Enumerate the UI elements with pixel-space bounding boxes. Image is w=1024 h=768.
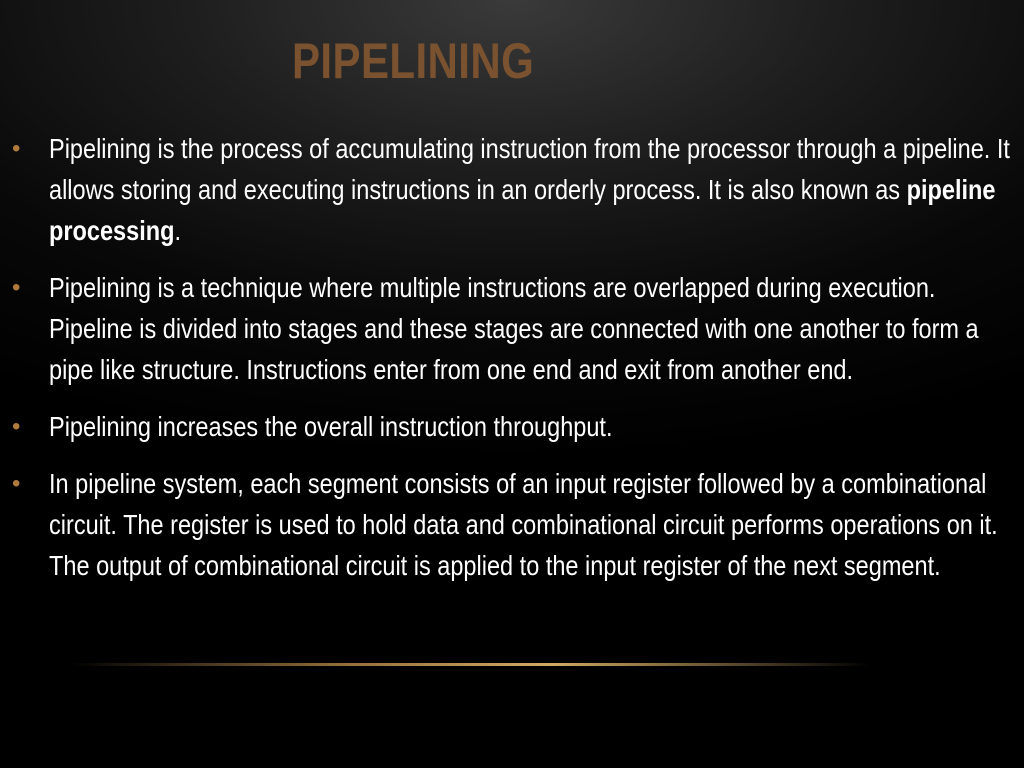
- bullet-list: [0, 128, 1024, 602]
- bullet-text: Pipelining is a technique where multiple instructions are overlapped during execution. Pipeline is divided into stages and these stages are connected with one another to form a pipe like structure. Instructions enter from one end and exit from another end.: [49, 272, 979, 385]
- bullet-text: Pipelining increases the overall instruction throughput.: [49, 411, 613, 442]
- bullet-text-end: .: [174, 215, 182, 246]
- bullet-bold-term: pipeline processing: [49, 174, 996, 246]
- bullet-text-part: Pipelining is the process of accumulating instruction from the processor through a pipeline. It allows storing and executing instructions in an orderly process. It is also known as: [49, 133, 1010, 205]
- bullet-marker: •: [12, 470, 21, 497]
- bullet-text: [49, 128, 1011, 251]
- bullet-marker: •: [12, 413, 21, 440]
- slide-title: PIPELINING: [292, 33, 535, 89]
- bullet-item: [0, 463, 1024, 586]
- bullet-text: In pipeline system, each segment consists of an input register followed by a combinational circuit. The register is used to hold data and combinational circuit performs operations on it. The output of combinational circuit is applied to the input register of the next segment.: [49, 468, 998, 581]
- decorative-accent-line: [70, 663, 870, 666]
- bullet-marker: •: [12, 274, 21, 301]
- bullet-item: [0, 128, 1024, 251]
- bullet-item: [0, 267, 1024, 390]
- bullet-item: [0, 406, 1024, 447]
- bullet-marker: •: [12, 135, 21, 162]
